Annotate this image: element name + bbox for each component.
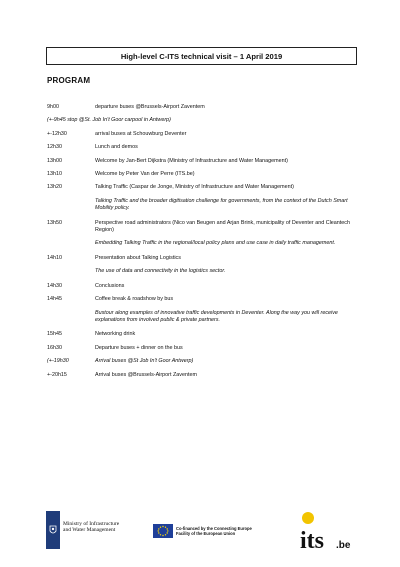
agenda-row (47, 158, 367, 165)
dutch-coat-of-arms-icon (46, 511, 60, 549)
agenda-note: Talking Traffic and the broader digitisation challenge for governments, from the context of the Dutch Smart Mobility policy. (95, 197, 348, 212)
agenda-time: +-20h15 (47, 371, 67, 378)
agenda-row (47, 283, 367, 290)
agenda-row (47, 255, 367, 262)
eu-caption-line2: Facility of the European Union (176, 531, 236, 536)
agenda-row (47, 144, 367, 151)
agenda-time: 9h00 (47, 104, 59, 110)
agenda-text: departure buses @Brussels-Airport Zaventem (95, 104, 205, 110)
document-title: High-level C-ITS technical visit – 1 April 2019 (46, 47, 357, 65)
its-logo-text: its (300, 528, 324, 554)
agenda-time: 13h10 (47, 171, 62, 178)
eu-caption-line1: Co-financed by the Connecting Europe (176, 526, 252, 531)
footer-logos (0, 505, 400, 555)
agenda-text: arrival buses at Schouwburg Deventer (95, 130, 187, 137)
agenda-note: The use of data and connectivity in the logistics sector. (95, 268, 226, 275)
ministry-logo (46, 511, 119, 549)
agenda-row (47, 345, 367, 352)
agenda-time: 12h30 (47, 144, 62, 151)
agenda-text: Talking Traffic (Caspar de Jonge, Ministry of Infrastructure and Water Management) (95, 184, 294, 191)
agenda-time: 14h30 (47, 282, 62, 289)
agenda-row (47, 358, 367, 365)
eu-cef-logo (153, 524, 252, 538)
agenda-time: 13h50 (47, 219, 62, 226)
agenda-time: (+-19h30 (47, 358, 69, 365)
agenda-text: Departure buses + dinner on the bus (95, 344, 183, 351)
agenda-row (47, 131, 367, 138)
agenda-text: Welcome by Peter Van der Perre (ITS.be) (95, 171, 195, 178)
agenda-note: Bustour along examples of innovative traffic developments in Deventer. Along the way you will receive explanations from involved public & private partners. (95, 309, 338, 323)
agenda-time: 16h30 (47, 344, 62, 351)
agenda-time: +-12h30 (47, 130, 67, 137)
agenda-row (47, 220, 367, 235)
agenda-row (47, 171, 367, 178)
agenda-time: 14h10 (47, 254, 62, 261)
agenda-time: 13h20 (47, 184, 62, 191)
agenda-row (47, 104, 367, 111)
its-be-logo (290, 510, 360, 554)
section-heading: PROGRAM (47, 76, 91, 85)
program-agenda (47, 104, 367, 379)
agenda-time: 15h45 (47, 331, 62, 338)
agenda-text: Lunch and demos (95, 144, 138, 151)
eu-flag-icon (153, 524, 173, 538)
agenda-time: 14h45 (47, 296, 62, 303)
agenda-text: Perspective road administrators (Nico van Beugen and Arjan Brink, municipality of Deventer and Cleantech Region) (95, 219, 350, 234)
agenda-time: 13h00 (47, 157, 62, 164)
agenda-text: Welcome by Jan-Bert Dijkstra (Ministry of Infrastructure and Water Management) (95, 157, 288, 164)
its-logo-suffix: .be (336, 540, 351, 551)
agenda-note: (+-9h45 stop @St. Job In't Goor carpool in Antwerp) (47, 117, 171, 124)
ministry-name-line2: and Water Management (63, 527, 116, 533)
agenda-text: Arrival buses @St Job In't Goor Antwerp) (95, 358, 194, 365)
agenda-row (47, 331, 367, 338)
agenda-note: Embedding Talking Traffic in the regional/local policy plans and use case in daily traffic management. (95, 240, 336, 247)
ministry-name-line1: Ministry of Infrastructure (63, 521, 120, 527)
agenda-row (47, 296, 367, 303)
agenda-text: Presentation about Talking Logistics (95, 254, 181, 261)
agenda-text: Coffee break & roadshow by bus (95, 296, 174, 303)
agenda-text: Conclusions (95, 282, 125, 289)
agenda-row (47, 184, 367, 191)
agenda-text: Networking drink (95, 331, 136, 338)
agenda-text: Arrival buses @Brussels-Airport Zaventem (95, 371, 197, 378)
agenda-row (47, 372, 367, 379)
